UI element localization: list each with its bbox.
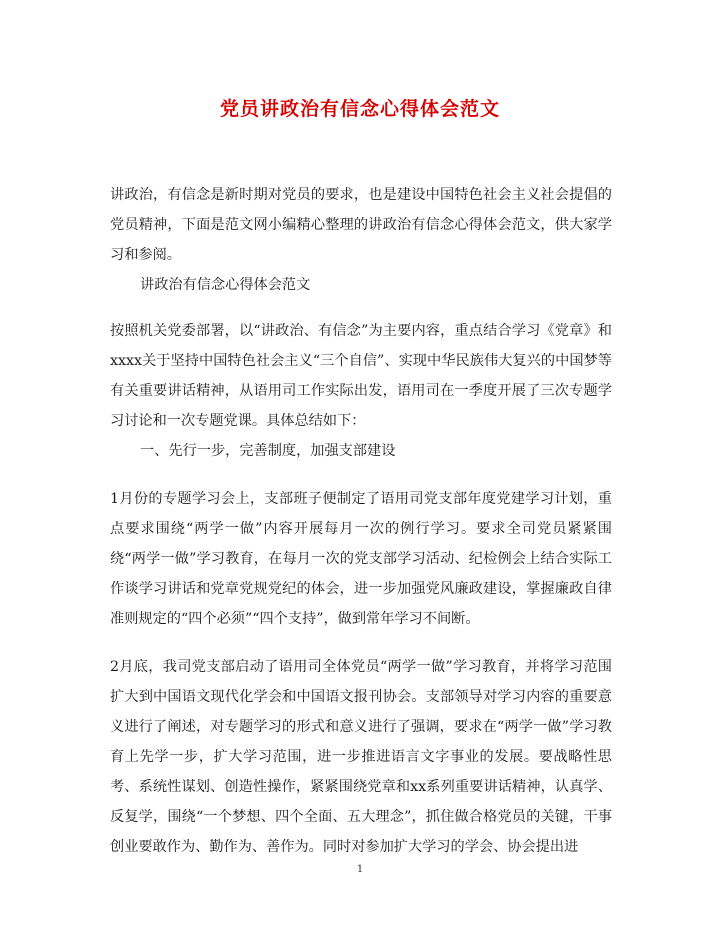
body-paragraph: 1月份的专题学习会上，支部班子便制定了语用司党支部年度党建学习计划，重点要求围绕“两学一做”内容开展每月一次的例行学习。要求全司党员紧紧围绕“两学一做”学习教育，在每月一次的党支部学习活动、纪检例会上结合实际工作谈学习讲话和党章党规党纪的体会，进一步加强党风廉政建设，掌握廉政自律准则规定的“四个必须”“四个支持”，做到常年学习不间断。 xyxy=(110,491,612,627)
section-heading: 一、先行一步，完善制度，加强支部建设 xyxy=(140,443,396,459)
subheading: 讲政治有信念心得体会范文 xyxy=(140,277,311,293)
document-title: 党员讲政治有信念心得体会范文 xyxy=(219,98,500,120)
document-body xyxy=(110,180,612,862)
page-number: 1 xyxy=(356,864,364,875)
intro-paragraph: 讲政治，有信念是新时期对党员的要求，也是建设中国特色社会主义社会提倡的党员精神，下面是范文网小编精心整理的讲政治有信念心得体会范文，供大家学习和参阅。 xyxy=(110,187,612,263)
body-paragraph: 按照机关党委部署，以“讲政治、有信念”为主要内容，重点结合学习《党章》和xxxx关于坚持中国特色社会主义“三个自信”、实现中华民族伟大复兴的中国梦等有关重要讲话精神，从语用司工作实际出发，语用司在一季度开展了三次专题学习讨论和一次专题党课。具体总结如下： xyxy=(110,323,612,429)
body-paragraph: 2月底，我司党支部启动了语用司全体党员“两学一做”学习教育，并将学习范围扩大到中国语文现代化学会和中国语文报刊协会。支部领导对学习内容的重要意义进行了阐述，对专题学习的形式和意义进行了强调，要求在“两学一做”学习教育上先学一步，扩大学习范围，进一步推进语言文字事业的发展。要战略性思考、系统性谋划、创造性操作，紧紧围绕党章和xx系列重要讲话精神，认真学、反复学，围绕“一个梦想、四个全面、五大理念”，抓住做合格党员的关键，干事创业要敢作为、勤作为、善作为。同时对参加扩大学习的学会、协会提出进 xyxy=(110,659,612,855)
